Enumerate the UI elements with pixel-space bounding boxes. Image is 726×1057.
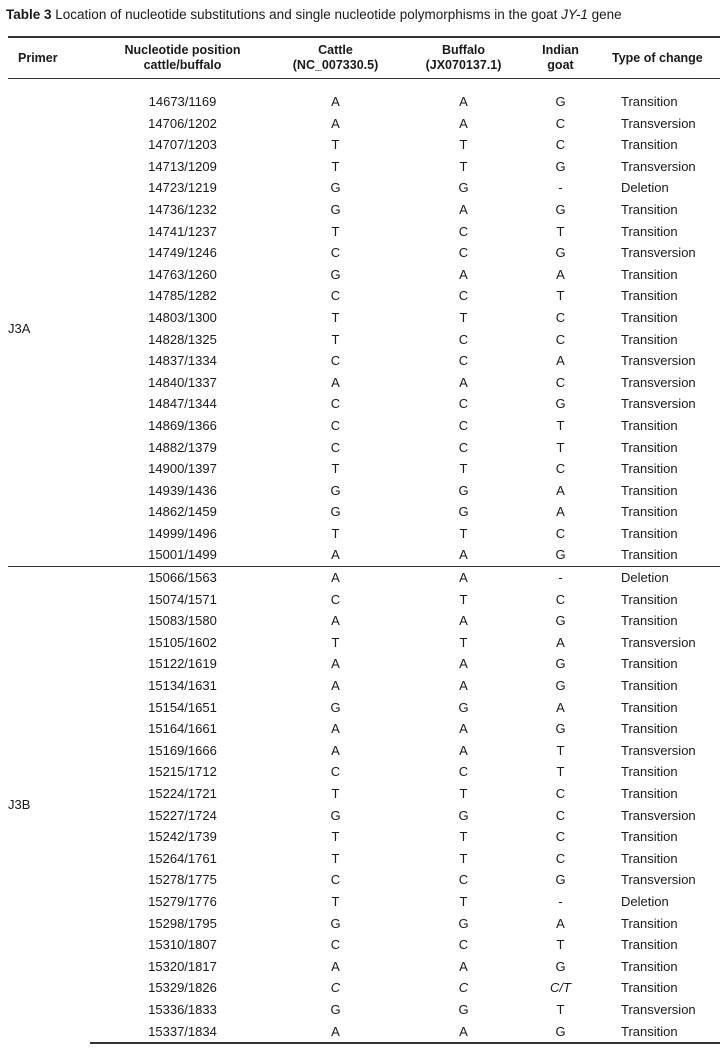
cell-type: Transition (621, 331, 678, 347)
cell-goat: T (556, 223, 565, 239)
table-row (8, 761, 720, 783)
cell-goat: - (558, 180, 563, 196)
cell-position: 15224/1721 (148, 786, 217, 801)
table-row (8, 589, 720, 611)
cell-type: Transition (621, 439, 678, 455)
table-row (8, 501, 720, 523)
cell-cattle: A (331, 374, 340, 390)
cell-type: Transversion (621, 353, 696, 369)
table-row (8, 740, 720, 762)
cell-position: 15074/1571 (148, 591, 217, 607)
table-row (8, 977, 720, 999)
cell-goat: A (556, 634, 565, 650)
cell-position: 15337/1834 (90, 1021, 275, 1044)
cell-position: 14803/1300 (148, 309, 217, 325)
cell-goat: C/T (550, 980, 571, 996)
cell-buffalo: A (459, 201, 468, 217)
table-row (8, 437, 720, 459)
cell-position: 15310/1807 (148, 937, 217, 953)
cell-type: Transversion (621, 396, 696, 412)
cell-type: Transition (621, 850, 678, 866)
table-body (8, 79, 720, 1044)
cell-cattle: T (331, 309, 340, 325)
cell-cattle: C (330, 353, 341, 369)
caption-text: Location of nucleotide substitutions and single nucleotide polymorphisms in the goat (51, 7, 562, 22)
cell-position: 14706/1202 (148, 115, 217, 131)
cell-cattle: T (331, 850, 340, 866)
cell-goat: T (556, 1001, 565, 1017)
cell-cattle: T (331, 331, 340, 347)
cell-position: 15122/1619 (148, 656, 217, 672)
col-cattle: Cattle (NC_007330.5) (275, 37, 396, 79)
cell-cattle: G (330, 807, 341, 823)
cell-position: 15134/1631 (148, 678, 217, 694)
cell-buffalo: A (459, 958, 468, 974)
cell-goat: A (556, 504, 565, 520)
cell-cattle: A (331, 721, 340, 737)
cell-buffalo: T (459, 158, 468, 174)
cell-cattle: C (330, 872, 341, 888)
cell-position: 15279/1776 (148, 893, 217, 909)
cell-cattle: T (331, 634, 340, 650)
cell-goat: C (555, 850, 566, 866)
cell-buffalo: C (458, 872, 469, 888)
table-row (8, 285, 720, 307)
table-row (8, 718, 720, 740)
cell-goat: C (555, 525, 566, 541)
table-row (8, 177, 720, 199)
cell-type: Transition (621, 937, 678, 953)
cell-type: Transversion (621, 115, 696, 131)
cell-type: Transition (621, 980, 678, 996)
cell-type: Transition (621, 525, 678, 541)
cell-type: Transition (621, 461, 678, 477)
cell-position: 15320/1817 (148, 958, 217, 974)
cell-cattle: G (330, 699, 341, 715)
cell-buffalo: G (458, 180, 469, 196)
cell-cattle: T (331, 223, 340, 239)
cell-goat: C (555, 591, 566, 607)
table-row (8, 869, 720, 891)
cell-type: Transversion (621, 1001, 696, 1017)
cell-cattle: A (331, 678, 340, 694)
cell-buffalo: A (459, 94, 468, 109)
cell-position: 14736/1232 (148, 201, 217, 217)
cell-position: 14785/1282 (148, 288, 217, 304)
table-row (8, 697, 720, 719)
cell-cattle: C (330, 764, 341, 780)
table-row (8, 675, 720, 697)
table-row (8, 544, 720, 566)
cell-type: Transversion (621, 872, 696, 888)
cell-buffalo: A (459, 678, 468, 694)
cell-type: Transition (621, 482, 678, 498)
cell-buffalo: T (459, 461, 468, 477)
cell-buffalo: T (459, 309, 468, 325)
caption-suffix: gene (587, 7, 622, 22)
cell-position: 14763/1260 (148, 266, 217, 282)
table-row (8, 999, 720, 1021)
table-row (8, 199, 720, 221)
cell-position: 14713/1209 (148, 158, 217, 174)
cell-buffalo: C (458, 353, 469, 369)
cell-buffalo: G (458, 807, 469, 823)
cell-goat: A (556, 915, 565, 931)
cell-position: 15336/1833 (148, 1001, 217, 1017)
table-row (8, 372, 720, 394)
cell-buffalo: A (459, 613, 468, 629)
cell-buffalo: A (459, 115, 468, 131)
table-row (8, 415, 720, 437)
cell-type: Transition (621, 504, 678, 520)
cell-cattle: A (331, 115, 340, 131)
table-row (8, 934, 720, 956)
cell-cattle: G (330, 201, 341, 217)
cell-buffalo: C (458, 439, 469, 455)
table-row (8, 393, 720, 415)
cell-position: 14840/1337 (148, 374, 217, 390)
cell-position: 15105/1602 (148, 634, 217, 650)
cell-buffalo: G (458, 699, 469, 715)
cell-type: Transition (621, 829, 678, 845)
cell-goat: C (555, 461, 566, 477)
cell-type: Transition (621, 288, 678, 304)
cell-type: Transition (621, 958, 678, 974)
table-row (8, 156, 720, 178)
cell-type: Transversion (621, 634, 696, 650)
cell-cattle: G (330, 180, 341, 196)
cell-position: 15215/1712 (148, 764, 217, 780)
table-row (8, 113, 720, 135)
cell-type: Transversion (621, 807, 696, 823)
cell-goat: C (555, 374, 566, 390)
cell-goat: C (555, 137, 566, 153)
cell-position: 15169/1666 (148, 742, 217, 758)
cell-goat: G (555, 872, 566, 888)
cell-goat: G (555, 656, 566, 672)
cell-buffalo: T (459, 591, 468, 607)
cell-cattle: C (330, 396, 341, 412)
cell-buffalo: T (459, 893, 468, 909)
cell-buffalo: A (396, 567, 531, 589)
cell-buffalo: T (459, 634, 468, 650)
cell-position: 15154/1651 (148, 699, 217, 715)
cell-cattle: A (331, 656, 340, 672)
table-row (8, 134, 720, 156)
cell-buffalo: T (459, 137, 468, 153)
cell-type: Transition (621, 201, 678, 217)
cell-goat: G (555, 678, 566, 694)
cell-buffalo: A (459, 266, 468, 282)
cell-cattle: T (331, 786, 340, 801)
table-label: Table 3 (6, 7, 52, 22)
table-row (8, 956, 720, 978)
cell-position: 15264/1761 (148, 850, 217, 866)
cell-goat: G (555, 94, 566, 109)
table-row (8, 264, 720, 286)
cell-cattle: C (330, 245, 341, 261)
cell-goat: C (555, 829, 566, 845)
cell-goat: G (531, 1021, 590, 1044)
cell-goat: G (555, 158, 566, 174)
cell-position: 14723/1219 (148, 180, 217, 196)
cell-type: Transition (621, 613, 678, 629)
spacer-row (8, 79, 720, 92)
cell-buffalo: C (458, 396, 469, 412)
table-row (8, 913, 720, 935)
cell-cattle: C (330, 417, 341, 433)
cell-goat: A (556, 699, 565, 715)
cell-cattle: T (331, 893, 340, 909)
table-row (8, 307, 720, 329)
cell-goat: A (556, 353, 565, 369)
cell-position: 14999/1496 (148, 525, 217, 541)
cell-buffalo: C (458, 417, 469, 433)
col-buffalo: Buffalo (JX070137.1) (396, 37, 531, 79)
cell-position: 15164/1661 (148, 721, 217, 737)
cell-position: 14673/1169 (148, 94, 217, 109)
table-row (8, 653, 720, 675)
cell-goat: G (555, 245, 566, 261)
cell-type: Deletion (621, 893, 669, 909)
cell-type: Transition (590, 1021, 720, 1044)
cell-cattle: C (330, 439, 341, 455)
cell-cattle: A (275, 567, 396, 589)
cell-buffalo: C (458, 937, 469, 953)
cell-buffalo: C (458, 288, 469, 304)
cell-type: Transversion (621, 245, 696, 261)
table-row (8, 221, 720, 243)
cell-position: 15242/1739 (148, 829, 217, 845)
cell-type: Deletion (590, 567, 720, 589)
cell-goat: T (556, 288, 565, 304)
cell-goat: T (556, 937, 565, 953)
cell-buffalo: G (458, 915, 469, 931)
cell-position: 14939/1436 (148, 482, 217, 498)
cell-goat: C (555, 309, 566, 325)
cell-type: Transition (621, 266, 678, 282)
cell-position: 14828/1325 (148, 331, 217, 347)
table-row (8, 826, 720, 848)
cell-goat: T (556, 764, 565, 780)
cell-position: 14837/1334 (148, 353, 217, 369)
cell-position: 14707/1203 (148, 137, 217, 153)
cell-buffalo: T (459, 525, 468, 541)
cell-buffalo: C (458, 980, 469, 996)
table-row (8, 91, 720, 113)
cell-cattle: T (331, 137, 340, 153)
cell-type: Transition (621, 591, 678, 607)
cell-cattle: G (330, 266, 341, 282)
cell-cattle: A (331, 613, 340, 629)
primer-cell: J3A (8, 320, 31, 336)
cell-cattle: C (330, 591, 341, 607)
table-row (8, 805, 720, 827)
cell-cattle: T (331, 525, 340, 541)
col-indian-goat: Indian goat (531, 37, 590, 79)
table-row (8, 610, 720, 632)
table-row (8, 523, 720, 545)
col-nucleotide-position: Nucleotide position cattle/buffalo (90, 37, 275, 79)
substitution-table (8, 36, 720, 1044)
cell-position: 14749/1246 (148, 245, 217, 261)
cell-type: Transition (621, 223, 678, 239)
cell-buffalo: T (459, 850, 468, 866)
cell-position: 15001/1499 (148, 547, 217, 563)
table-row (8, 783, 720, 805)
cell-position: 14869/1366 (148, 417, 217, 433)
cell-goat: A (556, 482, 565, 498)
cell-type: Deletion (621, 180, 669, 196)
cell-type: Transition (621, 547, 678, 563)
cell-goat: T (556, 439, 565, 455)
cell-goat: G (555, 201, 566, 217)
cell-goat: C (555, 331, 566, 347)
gene-name: JY-1 (561, 7, 588, 22)
table-row (8, 458, 720, 480)
cell-buffalo: G (458, 482, 469, 498)
cell-goat: G (555, 721, 566, 737)
cell-goat: - (558, 893, 563, 909)
cell-cattle: C (330, 288, 341, 304)
cell-cattle: A (331, 742, 340, 758)
cell-position: 15083/1580 (148, 613, 217, 629)
cell-buffalo: A (459, 547, 468, 563)
cell-buffalo: A (459, 656, 468, 672)
primer-cell: J3B (8, 567, 90, 1044)
table-row (8, 848, 720, 870)
cell-goat: - (531, 567, 590, 589)
cell-type: Transition (621, 915, 678, 931)
cell-position: 15329/1826 (148, 980, 217, 996)
cell-cattle: A (331, 94, 340, 109)
table-row (8, 891, 720, 913)
table-row (8, 329, 720, 351)
cell-buffalo: A (396, 1021, 531, 1044)
cell-position: 15066/1563 (90, 567, 275, 589)
cell-position: 14900/1397 (148, 461, 217, 477)
cell-type: Transition (621, 137, 678, 153)
cell-position: 15278/1775 (148, 872, 217, 888)
table-row (8, 567, 720, 589)
cell-type: Transition (621, 656, 678, 672)
cell-type: Transversion (621, 742, 696, 758)
table-row (8, 632, 720, 654)
cell-position: 14862/1459 (148, 504, 217, 520)
cell-cattle: G (330, 1001, 341, 1017)
cell-buffalo: T (459, 829, 468, 845)
cell-buffalo: C (458, 245, 469, 261)
cell-cattle: T (331, 829, 340, 845)
cell-cattle: G (330, 504, 341, 520)
cell-buffalo: C (458, 223, 469, 239)
cell-cattle: G (330, 915, 341, 931)
table-row (8, 350, 720, 372)
cell-cattle: A (331, 958, 340, 974)
cell-goat: C (555, 115, 566, 131)
cell-cattle: G (330, 482, 341, 498)
cell-type: Transition (621, 309, 678, 325)
table-row (8, 480, 720, 502)
cell-type: Transition (621, 764, 678, 780)
cell-position: 15298/1795 (148, 915, 217, 931)
cell-buffalo: T (459, 786, 468, 801)
cell-type: Transition (621, 699, 678, 715)
cell-goat: G (555, 396, 566, 412)
cell-cattle: T (331, 461, 340, 477)
cell-position: 14847/1344 (148, 396, 217, 412)
cell-cattle: T (331, 158, 340, 174)
cell-goat: A (556, 266, 565, 282)
cell-position: 15227/1724 (148, 807, 217, 823)
cell-type: Transition (621, 94, 678, 109)
cell-type: Transversion (621, 158, 696, 174)
cell-buffalo: A (459, 721, 468, 737)
cell-buffalo: A (459, 374, 468, 390)
cell-position: 14882/1379 (148, 439, 217, 455)
cell-cattle: C (330, 980, 341, 996)
table-header (8, 37, 720, 79)
col-primer: Primer (8, 37, 90, 79)
cell-goat: G (555, 613, 566, 629)
cell-cattle: C (330, 937, 341, 953)
cell-type: Transition (621, 417, 678, 433)
cell-goat: T (556, 742, 565, 758)
table-caption (6, 6, 622, 24)
cell-buffalo: C (458, 331, 469, 347)
cell-type: Transversion (621, 374, 696, 390)
cell-type: Transition (621, 678, 678, 694)
cell-goat: C (555, 786, 566, 801)
header-row (8, 37, 720, 79)
cell-goat: C (555, 807, 566, 823)
cell-type: Transition (621, 786, 678, 801)
cell-buffalo: G (458, 1001, 469, 1017)
cell-cattle: A (275, 1021, 396, 1044)
cell-goat: G (555, 547, 566, 563)
cell-buffalo: C (458, 764, 469, 780)
col-type-of-change: Type of change (590, 37, 720, 79)
cell-goat: G (555, 958, 566, 974)
table-row (8, 242, 720, 264)
cell-position: 14741/1237 (148, 223, 217, 239)
cell-buffalo: A (459, 742, 468, 758)
table-row (8, 1021, 720, 1044)
cell-buffalo: G (458, 504, 469, 520)
cell-cattle: A (331, 547, 340, 563)
cell-type: Transition (621, 721, 678, 737)
cell-goat: T (556, 417, 565, 433)
